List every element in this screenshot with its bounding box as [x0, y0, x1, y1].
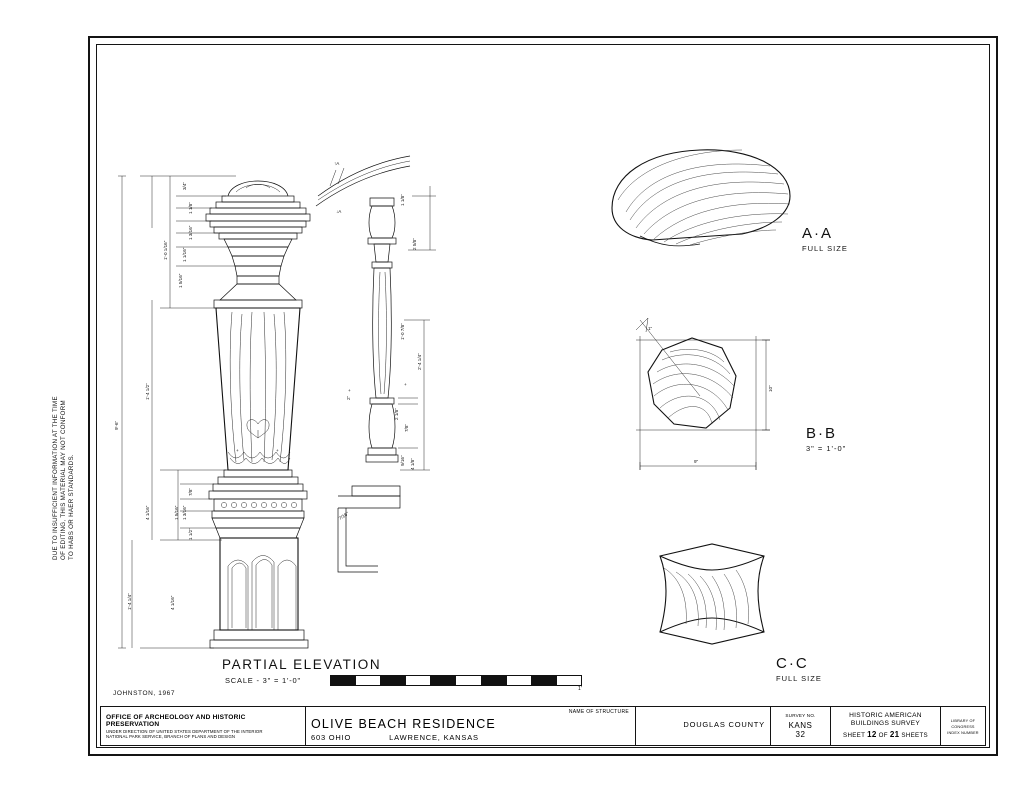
svg-text:+: +	[276, 448, 279, 453]
svg-text:1 1/2": 1 1/2"	[188, 528, 193, 540]
svg-text:+: +	[236, 448, 239, 453]
section-label-bb: B·B 3" = 1'-0"	[806, 425, 847, 453]
svg-text:9": 9"	[694, 459, 699, 464]
svg-text:2'-4 1/4": 2'-4 1/4"	[417, 353, 422, 370]
svg-text:2": 2"	[346, 395, 351, 400]
svg-text:+: +	[348, 388, 351, 393]
svg-text:9/16": 9/16"	[400, 455, 405, 466]
svg-text:1 3/16": 1 3/16"	[188, 225, 193, 240]
title-block-habs: HISTORIC AMERICAN BUILDINGS SURVEY SHEET 12 OF 21 SHEETS	[831, 707, 941, 745]
svg-text:1 1/8": 1 1/8"	[188, 202, 193, 214]
svg-text:↑A: ↑A	[334, 161, 340, 166]
svg-text:↓A: ↓A	[336, 209, 342, 214]
svg-text:4 1/16": 4 1/16"	[145, 505, 150, 520]
structure-city-state: LAWRENCE, KANSAS	[389, 732, 479, 742]
dimension-lines-left	[118, 176, 236, 648]
svg-text:2 5/8": 2 5/8"	[412, 238, 417, 250]
scale-bar-end-label: 1'	[578, 686, 582, 692]
section-label-cc: C·C FULL SIZE	[776, 655, 822, 683]
svg-text:10": 10"	[768, 385, 773, 392]
name-of-structure-label: NAME OF STRUCTURE	[568, 709, 629, 715]
svg-text:1 5/16": 1 5/16"	[174, 505, 179, 520]
svg-text:7/16": 7/16"	[337, 511, 350, 521]
svg-text:7/8": 7/8"	[404, 423, 409, 432]
section-a-a	[612, 150, 790, 246]
structure-address: 603 OHIO	[311, 732, 352, 742]
svg-text:1'-0 7/8": 1'-0 7/8"	[400, 323, 405, 340]
draftsman-signature: JOHNSTON, 1967	[113, 690, 176, 697]
title-block	[100, 706, 986, 746]
svg-text:1 5/16": 1 5/16"	[178, 273, 183, 288]
graphic-scale-bar	[330, 675, 582, 686]
svg-text:1'-0 1/16": 1'-0 1/16"	[163, 240, 168, 260]
section-label-aa: A·A FULL SIZE	[802, 225, 848, 253]
svg-text:7/8": 7/8"	[188, 487, 193, 496]
title-block-library: LIBRARY OF CONGRESS INDEX NUMBER	[947, 718, 979, 735]
svg-text:1 3/16": 1 3/16"	[182, 505, 187, 520]
title-block-county: DOUGLAS COUNTY	[636, 707, 771, 745]
svg-text:4 1/16": 4 1/16"	[170, 595, 175, 610]
title-block-office: OFFICE OF ARCHEOLOGY AND HISTORIC PRESERVATION UNDER DIRECTION OF UNITED STATES DEPARTMENT OF THE INTERIOR NATIONAL PARK SERVICE, BRANCH OF PLANS AND DESIGN	[101, 707, 306, 745]
elevation-scale: SCALE - 3" = 1'-0"	[225, 676, 301, 685]
svg-text:1'-4 1/2": 1'-4 1/2"	[145, 383, 150, 400]
svg-text:4 1/8": 4 1/8"	[410, 458, 415, 470]
svg-text:9'-6": 9'-6"	[114, 420, 119, 430]
elevation-title: PARTIAL ELEVATION	[222, 657, 382, 672]
title-block-survey: SURVEY NO. KANS 32	[771, 707, 831, 745]
editing-caution-note: DUE TO INSUFFICIENT INFORMATION AT THE TIME OF EDITING, THIS MATERIAL MAY NOT CONFORM TO HABS OR HAER STANDARDS.	[52, 396, 75, 560]
svg-text:1 1/8": 1 1/8"	[400, 194, 405, 206]
section-c-c	[660, 544, 764, 644]
section-b-b	[636, 318, 773, 470]
svg-text:1": 1"	[648, 326, 653, 331]
newel-post-elevation	[114, 156, 436, 648]
svg-text:1 1/16": 1 1/16"	[182, 247, 187, 262]
svg-text:1'-4 1/4": 1'-4 1/4"	[127, 593, 132, 610]
structure-name: OLIVE BEACH RESIDENCE	[311, 716, 496, 731]
svg-text:+: +	[404, 382, 407, 387]
svg-text:3/4": 3/4"	[182, 181, 187, 190]
title-block-structure	[306, 707, 636, 745]
svg-text:2 1/8": 2 1/8"	[394, 408, 399, 420]
